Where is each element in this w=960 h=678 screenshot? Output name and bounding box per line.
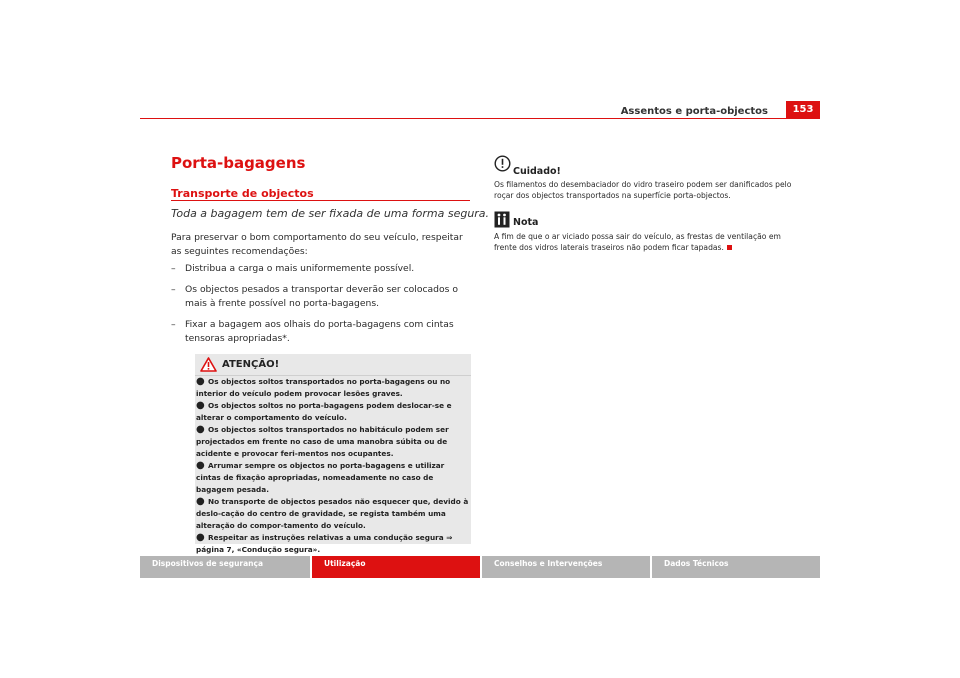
list-item: ● Os objectos soltos no porta-bagagens podem deslocar-se e alterar o comportamento do veículo.: [196, 400, 452, 422]
subsection-rule: [171, 200, 470, 201]
caution-text: Os filamentos do desembaciador do vidro traseiro podem ser danificados pelo roçar dos objectos transportados na superfície porta-objectos.: [494, 180, 792, 200]
tab-dispositivos-de-seguranca[interactable]: Dispositivos de segurança: [140, 556, 310, 578]
list-item: – Fixar a bagagem aos olhais do porta-bagagens com cintas tensoras apropriadas*.: [171, 319, 454, 344]
warning-list: [195, 376, 471, 556]
warning-box: [195, 354, 471, 554]
header-rule: [140, 118, 820, 119]
tab-conselhos-e-intervencoes[interactable]: Conselhos e Intervenções: [480, 556, 650, 578]
list-item: ● Os objectos soltos transportados no habitáculo podem ser projectados em frente no caso de uma manobra súbita ou de acidente e provocar feri-mentos nos ocupantes.: [196, 424, 449, 458]
end-of-section-marker: [727, 245, 732, 250]
subsection-heading: Transporte de objectos: [171, 187, 314, 200]
tab-utilizacao[interactable]: Utilização: [310, 556, 480, 578]
lead-sentence: Toda a bagagem tem de ser fixada de uma forma segura.: [171, 207, 490, 220]
tab-dados-tecnicos[interactable]: Dados Técnicos: [650, 556, 820, 578]
chapter-tabs: [140, 556, 820, 578]
list-item: ● Os objectos soltos transportados no porta-bagagens ou no interior do veículo podem provocar lesões graves.: [196, 376, 451, 398]
note-text: A fim de que o ar viciado possa sair do veículo, as frestas de ventilação em frente dos vidros laterais traseiros não podem ficar tapadas.: [494, 232, 781, 252]
list-item: ● Arrumar sempre os objectos no porta-bagagens e utilizar cintas de fixação apropriadas, nomeadamente no caso de bagagem pesada.: [196, 460, 445, 494]
list-item: – Os objectos pesados a transportar deverão ser colocados o mais à frente possível no porta-bagagens.: [171, 284, 458, 309]
list-item: ● Respeitar as instruções relativas a uma condução segura ⇒ página 7, «Condução segura».: [196, 532, 453, 554]
list-item: ● No transporte de objectos pesados não esquecer que, devido à deslo-cação do centro de gravidade, se regista também uma alteração do compor-tamento do veículo.: [196, 496, 469, 530]
note-title: Nota: [513, 217, 539, 228]
running-header-title: Assentos e porta-objectos: [620, 106, 768, 117]
info-note-icon: [494, 211, 510, 232]
warning-title: ATENÇÃO!: [222, 359, 280, 370]
list-item: – Distribua a carga o mais uniformemente possível.: [171, 263, 415, 274]
recommendation-list: [171, 262, 471, 353]
page-number: 153: [786, 101, 820, 118]
warning-header: [195, 354, 471, 376]
intro-paragraph: Para preservar o bom comportamento do seu veículo, respeitar as seguintes recomendações:: [171, 232, 463, 257]
caution-title: Cuidado!: [513, 166, 561, 177]
section-heading: Porta-bagagens: [171, 154, 306, 172]
exclamation-circle-icon: [494, 155, 511, 176]
warning-triangle-icon: [200, 357, 217, 376]
